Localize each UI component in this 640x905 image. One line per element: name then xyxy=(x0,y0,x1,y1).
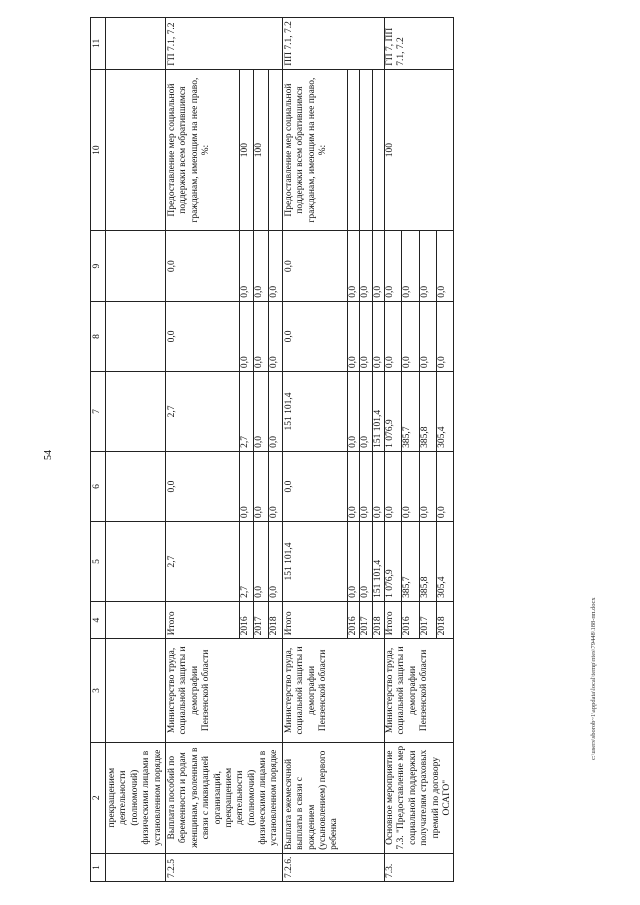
header-row xyxy=(91,18,106,882)
col-header: 1 xyxy=(91,853,106,881)
cont-name: прекращением деятельности (полномочий) физическими лицами в установленном порядке xyxy=(106,742,166,853)
col-header: 9 xyxy=(91,231,106,301)
table-row: 2018 305,4 0,0 305,4 0,0 0,0 xyxy=(437,18,454,882)
col-header: 8 xyxy=(91,301,106,371)
page-number: 54 xyxy=(43,450,54,460)
table-row: 2016 0,0 0,0 0,0 0,0 0,0 xyxy=(347,18,359,882)
col-header: 6 xyxy=(91,451,106,521)
table-row: 2016 2,7 0,0 2,7 0,0 0,0 100 xyxy=(240,18,254,882)
table-row: 2016 385,7 0,0 385,7 0,0 0,0 xyxy=(402,18,419,882)
col-header: 5 xyxy=(91,522,106,602)
col-header: 4 xyxy=(91,601,106,639)
table-row: 7.3. Основное мероприятие 7.3. "Предоставление мер социальной поддержки получателям страховых премий по договору ОСАГО" Министерство труда, социальной защиты и демографии Пензенской области Итого 1 076,9 0,0 1 076,9 0,0 0,0 100 ГП 7, ПП 7.1, 7.2 xyxy=(385,18,402,882)
table-row: 7.2.5 Выплата пособий по беременности и родам женщинам, уволенным в связи с ликвидацией организаций, прекращением деятельности (полномочий) физическими лицами в установленном порядке Министерство труда, социальной защиты и демографии Пензенской области Итого 2,7 0,0 2,7 0,0 0,0 Предоставление мер социальной поддержки всем обратившимся гражданам, имеющим на нее право, %: ГП 7.1, 7.2 xyxy=(165,18,239,882)
col-header: 7 xyxy=(91,372,106,452)
continuation-row xyxy=(106,18,166,882)
col-header: 10 xyxy=(91,69,106,231)
table-row: 2018 151 101,4 0,0 151 101,4 0,0 0,0 xyxy=(372,18,384,882)
program-table xyxy=(90,17,454,882)
table-row: 2017 385,8 0,0 385,8 0,0 0,0 xyxy=(419,18,436,882)
col-header: 3 xyxy=(91,639,106,742)
rotated-table-page xyxy=(90,17,578,882)
col-header: 2 xyxy=(91,742,106,853)
footer-path: c:\users\sborob~1\appdata\local\temp\ntes\79448\188-пп.docx xyxy=(590,597,597,760)
table-row: 2018 0,0 0,0 0,0 0,0 0,0 xyxy=(268,18,282,882)
table-row: 7.2.6. Выплата ежемесячной выплаты в связи с рождением (усыновлением) первого ребенка Министерство труда, социальной защиты и демографии Пензенской области Итого 151 101,4 0,0 151 101,4 0,0 0,0 Предоставление мер социальной поддержки всем обратившимся гражданам, имеющим на нее право, %: ПП 7.1, 7.2 xyxy=(282,18,347,882)
table-row: 2017 0,0 0,0 0,0 0,0 0,0 100 xyxy=(254,18,268,882)
col-header: 11 xyxy=(91,18,106,70)
table-row: 2017 0,0 0,0 0,0 0,0 0,0 xyxy=(360,18,372,882)
